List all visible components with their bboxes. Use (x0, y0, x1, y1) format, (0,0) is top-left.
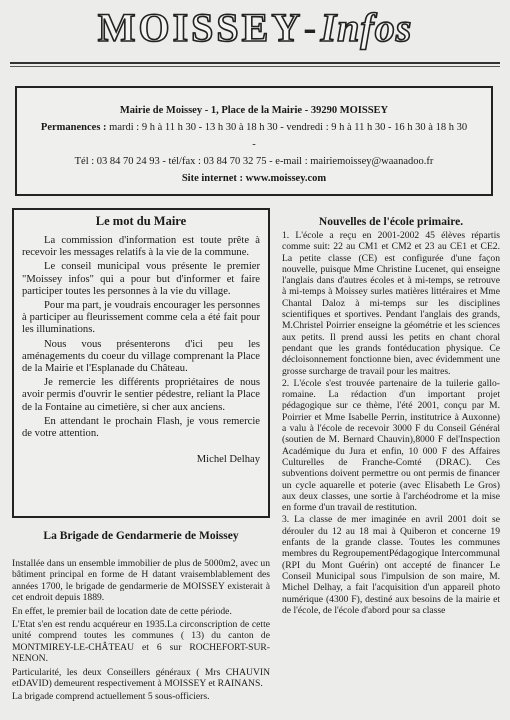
maire-paragraph: En attendant le prochain Flash, je vous remercie de votre attention. (22, 415, 260, 440)
ecole-title: Nouvelles de l'école primaire. (318, 216, 464, 228)
maire-title: Le mot du Maire (95, 214, 187, 228)
maire-paragraph: Le conseil municipal vous présente le premier "Moissey infos" qui a pour but d'informer et faire participer toutes les personnes à la vie du village. (22, 261, 260, 297)
masthead-infos: Infos (320, 5, 413, 50)
masthead-rule-thin (10, 66, 500, 67)
ecole-paragraph: 1. L'école a reçu en 2001-2002 45 élèves répartis comme suit: 22 au CM1 et CM2 et 23 au CE1 et CE2. La petite classe (CE) est configurée d'une façon nouvelle, puisque Mme Christine Lucenet, qui enseigne l'anglais dans d'autres écoles et à mi-temps, se retrouve à mi-temps à Moissey surles matières littéraires et Mme Chantal Daloz à mi-temps sur les disciplines scientifiques et sportives. Pendant l'anglais des grands, M.Christel Poirrier enseigne la géométrie et les sciences aux petits. Il prend aussi les petits en chant choral pendant que les grands fontéducation physique. Ce décloisonnement fonctionne bien, avec évidemment une grosse surcharge de travail pour les maitres. (282, 230, 500, 377)
ecole-article (282, 230, 500, 617)
mairie-info-box (15, 86, 493, 196)
masthead-dash: - (303, 5, 317, 50)
masthead-rule (10, 62, 500, 64)
gendarmerie-paragraph: Particularité, les deux Conseillers généraux ( Mrs CHAUVIN etDAVID) demeurent respectivement à MOISSEY et RAINANS. (12, 666, 270, 690)
hours-dash: - (252, 139, 256, 150)
mot-du-maire-box (12, 208, 270, 518)
masthead (0, 4, 510, 64)
hours-label: Permanences : (40, 122, 107, 133)
gendarmerie-paragraph: L'Etat s'en est rendu acquéreur en 1935.La circonscription de cette unité comprend toutes les communes ( 13) du canton de MONTMIREY-LE-CHÂTEAU et 6 sur ROCHEFORT-SUR-NENON. (12, 619, 270, 665)
maire-paragraph: La commission d'information est toute prête à recevoir les messages relatifs à la vie de la commune. (22, 235, 260, 259)
website-line: Site internet : www.moissey.com (181, 173, 327, 184)
ecole-paragraph: 2. L'école s'est trouvée partenaire de la tuilerie gallo-romaine. La rédaction d'un important projet pédagogique sur ce thème, l'été 2001, conçu par M. Poirrier et Mme Isabelle Perrin, institutrice à Auxonne) a valu à l'école de recevoir 3000 F du Conseil Général (soutien de M. Bernard Chauvin),8000 F del'Inspection Académique du Jura et enfin, 10 000 F des Affaires Culturelles de Franche-Comté (DRAC). Ces subventions doivent permettre ou ont permis de financer un cycle aquarelle et poterie (avec Elisabeth Le Gros) aux deux classes, une sortie à l'archéodrome et la mise en forme d'un travail de restitution. (282, 377, 500, 514)
maire-signature: Michel Delhay (196, 454, 260, 466)
masthead-title: MOISSEY (97, 5, 304, 50)
hours-text: mardi : 9 h à 11 h 30 - 13 h 30 à 18 h 30 - vendredi : 9 h à 11 h 30 - 16 h 30 à 18 h 30 (109, 122, 468, 133)
gendarmerie-article (12, 558, 270, 705)
maire-paragraph: Nous vous présenterons d'ici peu les aménagements du coeur du village comprenant la Place de la Mairie et l'Esplanade du Château. (22, 338, 260, 375)
maire-paragraph: Je remercie les différents propriétaires de nous avoir permis d'ouvrir le sentier pédestre, reliant la Place de la Fontaine au cimetière, si cher aux anciens. (22, 377, 260, 413)
gendarmerie-paragraph: La brigade comprend actuellement 5 sous-officiers. (12, 691, 210, 703)
contact-line: Tél : 03 84 70 24 93 - tél/fax : 03 84 70 32 75 - e-mail : mairiemoissey@waanadoo.fr (74, 156, 434, 167)
gendarmerie-title: La Brigade de Gendarmerie de Moissey (43, 530, 239, 542)
maire-paragraph: Pour ma part, je voudrais encourager les personnes à participer au fleurissement comme cela a été fait pour les illuminations. (22, 300, 260, 336)
ecole-paragraph: 3. La classe de mer imaginée en avril 2001 doit se dérouler du 12 au 18 mai à Quiberon et concerne 19 enfants de la grande classe. Toutes les communes membres du RegroupementPédagogique Intercommunal (RPI du Mont Guérin) ont accepté de financer Le Conseil Municipal sous l'impulsion de son maire, M. Michel Delhay, a fait l'acquisition d'un appareil photo numérique (4300 F), destiné aux besoins de la mairie et de l'école, de l'école d'abord pour sa classe (282, 514, 500, 616)
mairie-address: Mairie de Moissey - 1, Place de la Mairie - 39290 MOISSEY (119, 105, 389, 116)
gendarmerie-paragraph: En effet, le premier bail de location date de cette période. (12, 605, 232, 617)
gendarmerie-paragraph: Installée dans un ensemble immobilier de plus de 5000m2, avec un bâtiment principal en forme de H datant vraisemblablement des années 1700, le brigade de gendarmerie de MOISSEY existerait à cet endroit depuis 1889. (12, 558, 270, 604)
